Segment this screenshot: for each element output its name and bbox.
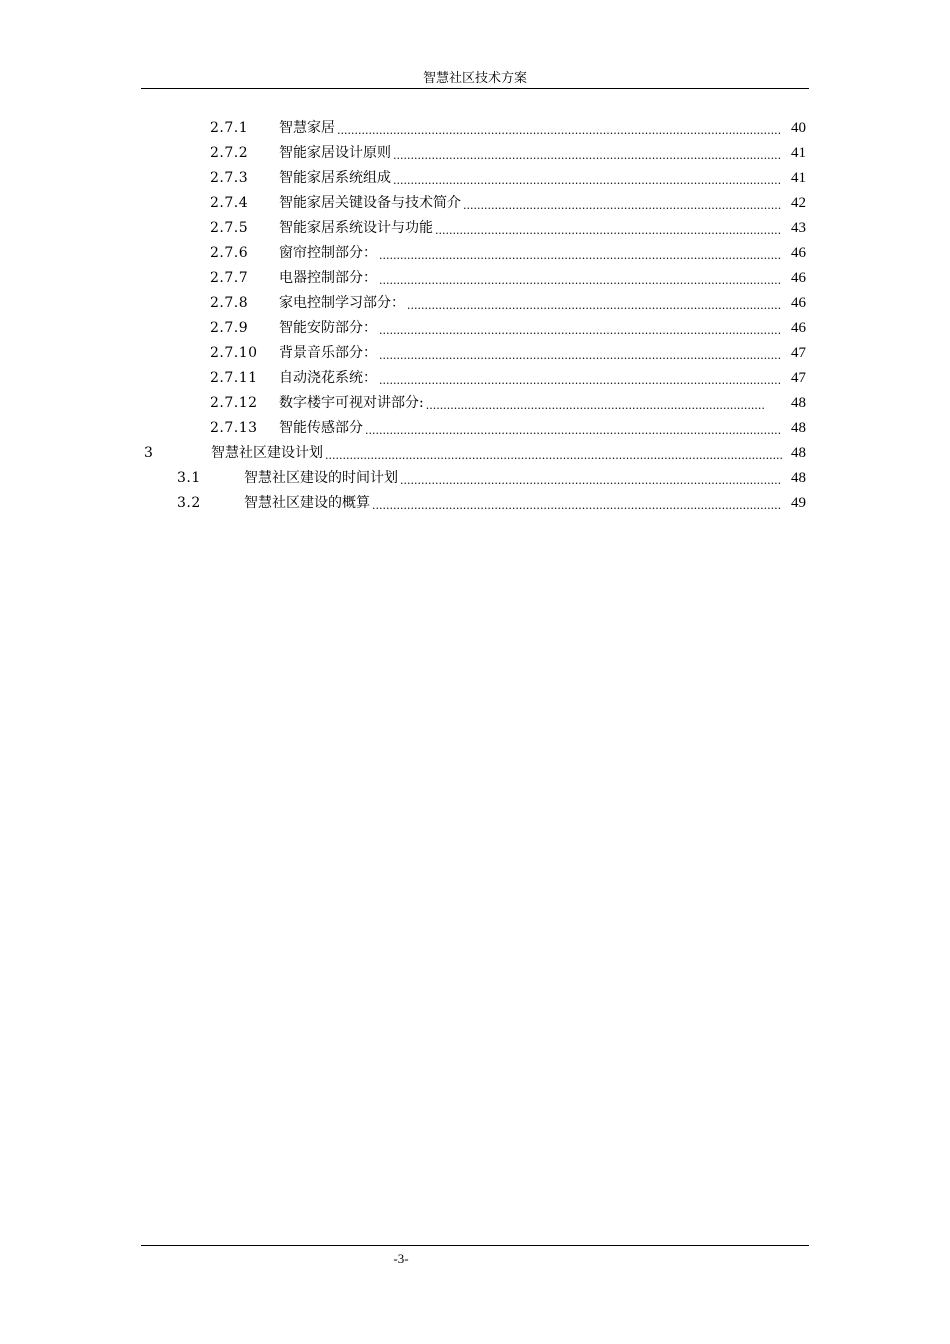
toc-entry-number: 3 [144, 444, 154, 461]
toc-leader-dots [393, 170, 782, 190]
toc-leader-dots [435, 220, 782, 240]
toc-entry[interactable] [177, 465, 806, 490]
toc-entry[interactable] [177, 490, 806, 515]
toc-leader-dots [393, 145, 782, 165]
toc-entry-title: 智能家居关键设备与技术简介 [279, 194, 461, 211]
toc-entry[interactable] [210, 290, 806, 315]
toc-entry-number: 2.7.7 [210, 269, 249, 286]
toc-entry-title: 自动浇花系统： [279, 369, 377, 386]
toc-entry-page: 48 [791, 419, 806, 436]
toc-leader-dots [337, 120, 782, 140]
toc-entry-page: 46 [791, 294, 806, 311]
toc-entry-title: 窗帘控制部分： [279, 244, 377, 261]
toc-entry-number: 2.7.2 [210, 144, 249, 161]
toc-entry[interactable] [210, 365, 806, 390]
toc-entry-title: 智慧社区建设的概算 [244, 494, 370, 511]
page-header-title: 智慧社区技术方案 [422, 71, 527, 86]
toc-entry[interactable] [210, 340, 806, 365]
toc-entry-title: 背景音乐部分： [279, 344, 377, 361]
toc-leader-dots [379, 245, 782, 265]
toc-entry-title: 智慧社区建设的时间计划 [244, 469, 398, 486]
toc-leader-dots [325, 445, 782, 465]
toc-entry[interactable] [210, 240, 806, 265]
toc-entry-number: 3.2 [177, 494, 201, 511]
toc-entry[interactable] [210, 315, 806, 340]
toc-leader-dots [426, 395, 766, 415]
toc-entry-number: 2.7.13 [210, 419, 258, 436]
toc-entry[interactable] [210, 215, 806, 240]
toc-entry[interactable] [210, 265, 806, 290]
toc-leader-dots [379, 320, 782, 340]
toc-entry-page: 47 [791, 369, 806, 386]
toc-entry-number: 3.1 [177, 469, 201, 486]
toc-entry-title: 智能家居系统组成 [279, 169, 391, 186]
toc-entry-title: 电器控制部分： [279, 269, 377, 286]
toc-leader-dots [463, 195, 782, 215]
toc-entry-page: 46 [791, 269, 806, 286]
toc-entry-number: 2.7.6 [210, 244, 249, 261]
toc-entry-page: 46 [791, 319, 806, 336]
toc-entry-number: 2.7.12 [210, 394, 258, 411]
toc-entry-title: 智慧家居 [279, 119, 335, 136]
toc-entry-title: 智能安防部分： [279, 319, 377, 336]
toc-entry-number: 2.7.9 [210, 319, 249, 336]
toc-entry-page: 48 [791, 444, 806, 461]
toc-entry-page: 48 [791, 394, 806, 411]
footer-page-number: -3- [393, 1251, 409, 1266]
toc-leader-dots [400, 470, 782, 490]
toc-entry-number: 2.7.11 [210, 369, 258, 386]
toc-entry-number: 2.7.1 [210, 119, 249, 136]
toc-entry[interactable] [144, 440, 806, 465]
toc-entry-number: 2.7.10 [210, 344, 258, 361]
toc-entry-page: 49 [791, 494, 806, 511]
footer-rule [141, 1245, 809, 1246]
toc-entry-title: 数字楼宇可视对讲部分: [279, 394, 424, 411]
toc-entry-title: 智能家居系统设计与功能 [279, 219, 433, 236]
toc-leader-dots [379, 370, 782, 390]
toc-entry[interactable] [210, 115, 806, 140]
toc-leader-dots [365, 420, 782, 440]
toc-leader-dots [372, 495, 782, 515]
toc-entry-title: 智能传感部分 [279, 419, 363, 436]
toc-entry-page: 42 [791, 194, 806, 211]
toc-entry[interactable] [210, 190, 806, 215]
toc-entry-number: 2.7.3 [210, 169, 249, 186]
toc-entry[interactable] [210, 165, 806, 190]
toc-entry-title: 家电控制学习部分： [279, 294, 405, 311]
toc-entry-page: 40 [791, 119, 806, 136]
toc-entry-page: 47 [791, 344, 806, 361]
toc-entry-page: 46 [791, 244, 806, 261]
toc-entry-title: 智慧社区建设计划 [211, 444, 323, 461]
header-rule [141, 88, 809, 89]
toc-leader-dots [379, 270, 782, 290]
toc-entry-title: 智能家居设计原则 [279, 144, 391, 161]
toc-entry[interactable] [210, 415, 806, 440]
toc-entry[interactable] [210, 140, 806, 165]
toc-entry-page: 41 [791, 169, 806, 186]
toc-entry-number: 2.7.8 [210, 294, 249, 311]
toc-entry-number: 2.7.5 [210, 219, 249, 236]
toc-leader-dots [379, 345, 782, 365]
toc-entry-page: 41 [791, 144, 806, 161]
toc-entry-page: 48 [791, 469, 806, 486]
toc-entry-number: 2.7.4 [210, 194, 249, 211]
toc-leader-dots [407, 295, 782, 315]
toc-entry-page: 43 [791, 219, 806, 236]
toc-entry[interactable] [210, 390, 806, 415]
